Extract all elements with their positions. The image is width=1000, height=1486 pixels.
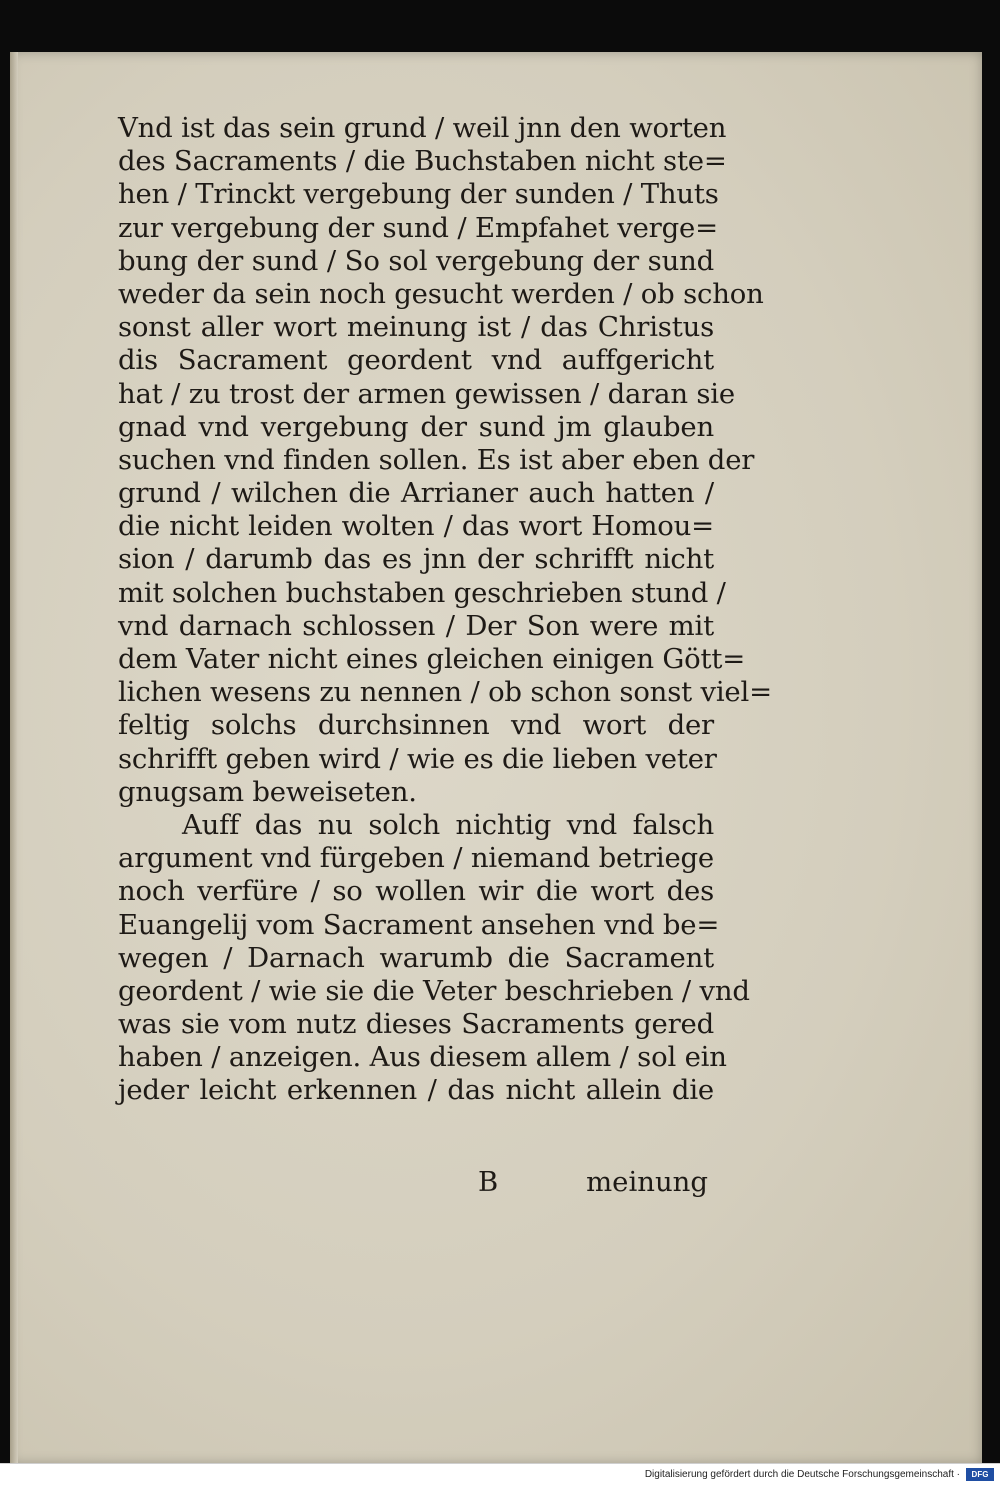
text-line: grund / wilchen die Arrianer auch hatten / bbox=[118, 477, 714, 510]
text-line: sonst aller wort meinung ist / das Christus bbox=[118, 311, 714, 344]
text-line: dem Vater nicht eines gleichen einigen Gött= bbox=[118, 643, 746, 675]
text-line: argument vnd fürgeben / niemand betriege bbox=[118, 842, 714, 875]
text-line: vnd darnach schlossen / Der Son were mit bbox=[118, 609, 714, 642]
text-line: lichen wesens zu nennen / ob schon sonst viel= bbox=[118, 676, 772, 709]
text-line: weder da sein noch gesucht werden / ob schon bbox=[118, 277, 764, 310]
text-line: geordent / wie sie die Veter beschrieben / vnd bbox=[118, 974, 750, 1007]
text-line: die nicht leiden wolten / das wort Homou= bbox=[118, 510, 714, 543]
text-line: des Sacraments / die Buchstaben nicht ste= bbox=[118, 145, 727, 178]
text-line: haben / anzeigen. Aus diesem allem / sol ein bbox=[118, 1041, 727, 1074]
text-line: zur vergebung der sund / Empfahet verge= bbox=[118, 211, 718, 244]
text-line: Auff das nu solch nichtig vnd falsch bbox=[182, 808, 714, 841]
text-line: suchen vnd finden sollen. Es ist aber eben der bbox=[118, 443, 755, 476]
text-line: dis Sacrament geordent vnd auffgericht bbox=[118, 344, 714, 377]
body-text bbox=[118, 112, 772, 1108]
text-line: jeder leicht erkennen / das nicht allein die bbox=[118, 1074, 714, 1107]
signature-mark: B bbox=[478, 1166, 499, 1198]
text-line: hat / zu trost der armen gewissen / daran sie bbox=[118, 377, 735, 410]
text-line: noch verfüre / so wollen wir die wort des bbox=[118, 875, 714, 908]
footer-bar bbox=[0, 1463, 1000, 1486]
text-line: sion / darumb das es jnn der schrifft nicht bbox=[118, 543, 714, 576]
text-line: mit solchen buchstaben geschrieben stund / bbox=[118, 576, 726, 609]
text-line: was sie vom nutz dieses Sacraments gered bbox=[118, 1008, 714, 1041]
text-line: Vnd ist das sein grund / weil jnn den worten bbox=[118, 112, 727, 144]
text-line: Euangelij vom Sacrament ansehen vnd be= bbox=[118, 908, 720, 941]
text-line: schrifft geben wird / wie es die lieben veter bbox=[118, 742, 717, 775]
page-edge bbox=[10, 52, 18, 1464]
text-line: gnugsam beweiseten. bbox=[118, 775, 417, 808]
text-line: hen / Trinckt vergebung der sunden / Thuts bbox=[118, 178, 719, 211]
dfg-logo-icon: DFG bbox=[966, 1468, 994, 1481]
signature-line bbox=[118, 1166, 714, 1202]
catchword: meinung bbox=[586, 1166, 708, 1198]
text-line: feltig solchs durchsinnen vnd wort der bbox=[118, 709, 714, 742]
text-line: gnad vnd vergebung der sund jm glauben bbox=[118, 410, 714, 443]
text-line: wegen / Darnach warumb die Sacrament bbox=[118, 941, 714, 974]
book-page bbox=[10, 52, 982, 1464]
text-line: bung der sund / So sol vergebung der sund bbox=[118, 244, 714, 277]
footer-credit: Digitalisierung gefördert durch die Deutsche Forschungsgemeinschaft · bbox=[644, 1469, 960, 1480]
